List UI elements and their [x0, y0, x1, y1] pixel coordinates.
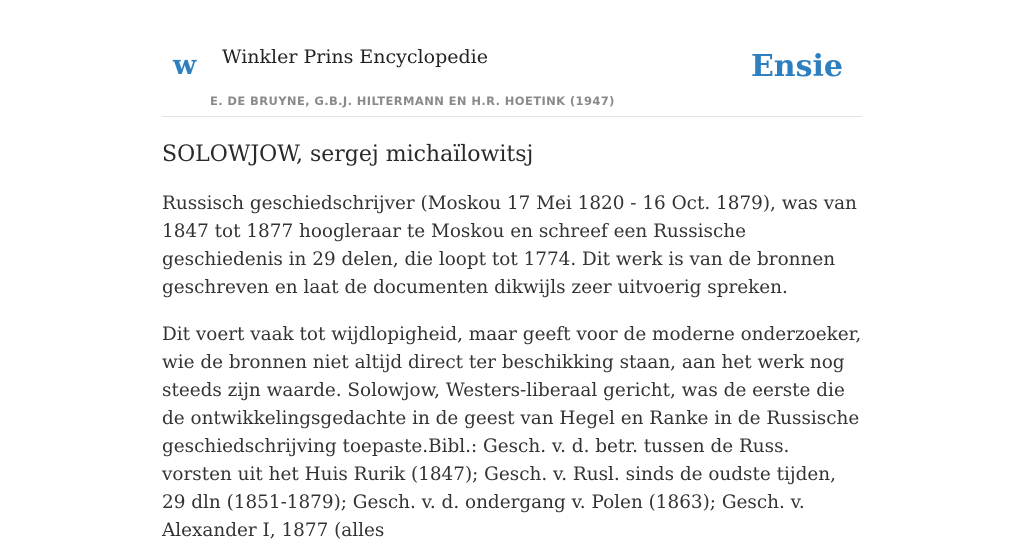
- winkler-prins-logo-icon[interactable]: w: [173, 50, 197, 81]
- ensie-logo[interactable]: Ensie: [750, 49, 843, 84]
- site-header: [162, 0, 862, 117]
- publication-authors: E. DE BRUYNE, G.B.J. HILTERMANN EN H.R. HOETINK (1947): [210, 94, 615, 108]
- entry-paragraph-1: Russisch geschiedschrijver (Moskou 17 Mei 1820 - 16 Oct. 1879), was van 1847 tot 1877 hoogleraar te Moskou en schreef een Russische geschiedenis in 29 delen, die loopt tot 1774. Dit werk is van de bronnen geschreven en laat de documenten dikwijls zeer uitvoerig spreken.: [162, 192, 857, 298]
- entry-paragraph-2: Dit voert vaak tot wijdlopigheid, maar geeft voor de moderne onderzoeker, wie de bronnen niet altijd direct ter beschikking staan, aan het werk nog steeds zijn waarde. Solowjow, Westers-liberaal gericht, was de eerste die de ontwikkelingsgedachte in de geest van Hegel en Ranke in de Russische geschiedschrijving toepaste.Bibl.: Gesch. v. d. betr. tussen de Russ. vorsten uit het Huis Rurik (1847); Gesch. v. Rusl. sinds de oudste tijden, 29 dln (1851-1879); Gesch. v. d. ondergang v. Polen (1863); Gesch. v. Alexander I, 1877 (alles: [162, 323, 862, 541]
- entry-title: SOLOWJOW, sergej michaïlowitsj: [162, 142, 534, 167]
- article-container: [162, 0, 862, 545]
- publication-title[interactable]: Winkler Prins Encyclopedie: [222, 46, 488, 68]
